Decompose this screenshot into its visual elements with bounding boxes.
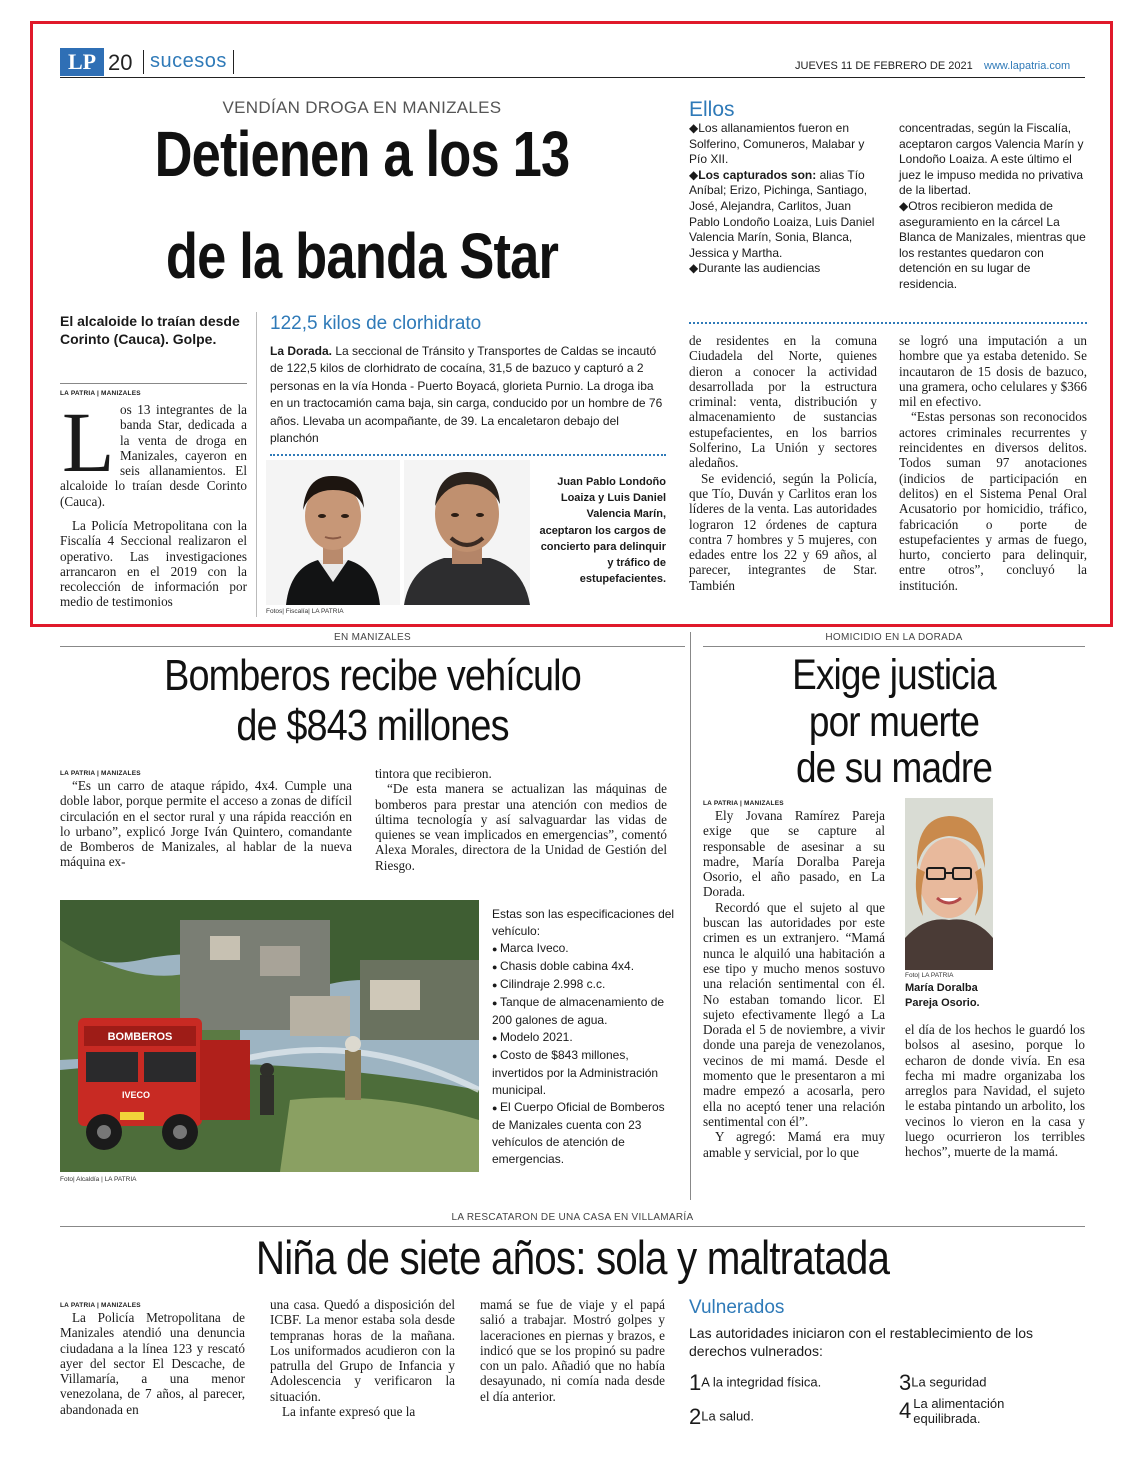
story3-caption: María Doralba Pareja Osorio. [905,982,980,1009]
bullet-icon: ● [492,1033,500,1043]
sidebar-item-1: ◆Los allanamientos fueron en Solferino, Comuneros, Malabar y Pío XII. [689,121,865,167]
story2-byline: LA PATRIA | MANIZALES [60,770,141,777]
spec-item [492,994,677,1029]
story2-col2-text: “De esta manera se actualizan las máquinas de bomberos para prestar una atención con medios de última tecnología y así salvaguardar las vidas de quienes se vean implicados en emergencias”, comentó Alexa Morales, directora de la Unidad de Gestión del Riesgo. [375,781,667,873]
sidebar-col1 [689,121,884,277]
masthead-logo [60,48,104,76]
story4-col1: La Policía Metropolitana de Manizales atendió una denuncia ciudadana a la línea 123 y rescató ayer del sector El Descache, de Villamaría, a una menor venezolana, de 7 años, al parecer, abandonada en [60,1310,245,1417]
sidebar-item-1-text: Los allanamientos fueron en Solferino, Comuneros, Malabar y Pío XII. [689,121,865,167]
story2-specs [492,906,677,1168]
story4-right-4 [899,1396,1084,1426]
sidebar-title: Ellos [689,98,735,121]
bullet-icon: ● [492,1103,500,1113]
story2-col2 [375,766,667,873]
right-3-number: 3 [899,1370,912,1395]
mugshot-valencia [404,460,530,605]
person-photo-1 [266,460,400,605]
right-1-text: A la integridad física. [701,1374,822,1390]
spec-item [492,1047,677,1099]
story4-col2-p1: una casa. Quedó a disposición del ICBF. La menor estaba sola desde tempranas horas de la mañana. Los uniformados acudieron con la patrulla del Grupo de Infancia y Adolescencia y verificaron la situación. [270,1297,455,1404]
story2-col1 [60,778,352,884]
spec-item [492,1099,677,1168]
story1-headline-2: de la banda Star [165,220,559,292]
person-photo-2 [404,460,530,605]
story1-box-body: La seccional de Tránsito y Transportes de Caldas se incautó de 122,5 kilos de clorhidrato de cocaína, 31,5 de bazuco y capturó a 2 personas en la vía Honda - Puerto Boyacá, glorieta Purnio. La droga iba en un tractocamión cama baja, sin carga, conducido por un hombre de 76 años. Llevaba un acompañante, de 39. La encaletaron debajo del planchón [270,344,663,446]
page-number: 20 [108,50,133,75]
header-divider [143,50,144,74]
story3-headline-2: por muerte [808,698,980,746]
spec-item [492,976,677,994]
story3-col2: el día de los hechos le guardó los bolsos al asesino, porque lo echaron de donde vivía. En esa fecha mi madre organizaba los arreglos para Navidad, el sujeto le estaba pintando un arbolito, los vecinos lo vieron en la casa y luego ocurrieron los terribles hechos”, muerte de la mamá. [905,1022,1085,1160]
story2-kicker: EN MANIZALES [334,632,411,643]
story3-top-rule [703,646,1085,647]
story3-byline: LA PATRIA | MANIZALES [703,800,784,807]
right-1-number: 1 [689,1370,702,1395]
spec-text: Chasis doble cabina 4x4. [499,959,635,973]
story1-subhead: El alcaloide lo traían desde Corinto (Cauca). Golpe. [60,313,240,347]
spec-text: Tanque de almacenamiento de 200 galones de agua. [492,995,665,1027]
story2-headline-1: Bomberos recibe vehículo [164,651,581,700]
sidebar-item-2-text: alias Tío Aníbal; Erizo, Pichinga, Santiago, José, Alejandra, Carlitos, Juan Pablo Londoño Loaiza, Luis Daniel Valencia Marín, Sonia, Blanca, Jessica y Martha. [689,167,875,260]
story1-byline: LA PATRIA | MANIZALES [60,390,141,397]
spec-text: El Cuerpo Oficial de Bomberos de Manizales cuenta con 23 vehículos de atención de emergencias. [492,1100,665,1166]
truck-label: BOMBEROS [107,1031,173,1043]
right-2-text: La salud. [701,1408,755,1424]
bullet-icon: ● [492,962,500,972]
story3-photo-credit: Foto| LA PATRIA [905,972,954,979]
spec-text: Modelo 2021. [499,1030,573,1044]
spec-text: Cilindraje 2.998 c.c. [499,977,606,991]
story4-top-rule [60,1226,1085,1227]
story3-headline-3: de su madre [795,744,993,792]
story2-top-rule [60,646,685,647]
story4-box-intro: Las autoridades iniciaron con el restablecimiento de los derechos vulnerados: [689,1325,1033,1359]
story2-headline-2: de $843 millones [236,701,509,750]
spec-item [492,958,677,976]
spec-item [492,1029,677,1047]
story4-col2 [270,1297,455,1419]
sidebar-item-3: ◆Durante las audiencias [689,261,821,276]
story2-col2-lead: tintora que recibieron. [375,766,492,781]
victim-photo [905,798,993,970]
story1-byline-rule [60,383,247,384]
mugshot-londono [266,460,400,605]
sidebar-item-3-text: Durante las audiencias [698,261,821,276]
story1-box-title: 122,5 kilos de clorhidrato [270,313,482,334]
story1-col4-p1: se logró una imputación a un hombre que ya estaba detenido. Se incautaron de 15 dosis de bazuco, una gramera, ocho celulares y $366 mil en efectivo. [899,333,1087,410]
right-2-number: 2 [689,1404,702,1429]
story3-col1-p1: Ely Jovana Ramírez Pareja exige que se capture al responsable de asesinar a su madre, María Doralba Pareja Osorio, el año pasado, en La Dorada. [703,808,885,900]
story1-box-rule [270,454,666,456]
story1-box-text [270,343,666,447]
story1-col-divider [256,312,257,617]
sidebar-rule [689,322,1087,324]
spec-item [492,940,677,958]
firetruck-image [60,900,479,1172]
story3-kicker: HOMICIDIO EN LA DORADA [825,632,963,643]
story4-box-title: Vulnerados [689,1297,785,1318]
sidebar-item-4: ◆Otros recibieron medida de aseguramiento en la cárcel La Blanca de Manizales, mientras que los restantes quedaron con detención en su lugar de residencia. [899,198,1086,291]
bullet-icon: ● [492,980,500,990]
story1-col1-first: os 13 integrantes de la banda Star, dedicada a la venta de droga en Manizales, cayeron en seis allanamientos. El alcaloide lo traían desde Corinto (Cauca). [60,402,247,509]
story4-byline: LA PATRIA | MANIZALES [60,1302,141,1309]
logo-text: LP [67,49,97,74]
right-4-number: 4 [899,1398,912,1423]
story3-col1-p3: Y agregó: Mamá era muy amable y servicial, por lo que [703,1129,885,1160]
spec-text: Costo de $843 millones, invertidos por la Administración municipal. [492,1048,659,1097]
story4-right-1 [689,1370,889,1396]
header-divider-2 [233,50,234,74]
right-4-text: La alimentación equilibrada. [913,1396,1005,1426]
story2-col1-text: “Es un carro de ataque rápido, 4x4. Cumple una doble labor, porque permite el acceso a zonas de difícil circulación en el sector rural y una rápida reacción en lo urbano”, explicó Jorge Iván Quintero, comandante de Bomberos de Manizales, al hablar de la nueva máquina ex- [60,778,352,870]
sidebar-col2-text: concentradas, según la Fiscalía, aceptaron cargos Valencia Marín y Londoño Loaiza. A este último el juez le impuso medida no privativa de la libertad. [899,121,1084,198]
firetruck-photo [60,900,479,1172]
spec-text: Marca Iveco. [499,941,569,955]
story4-col2-p2: La infante expresó que la [282,1404,416,1420]
story1-col1-p2: La Policía Metropolitana con la Fiscalía 4 Seccional realizaron el operativo. Las investigaciones arrancaron en el 2019 con la recolección de información por medio de testimonios [60,518,247,610]
story4-headline: Niña de siete años: sola y maltratada [255,1231,890,1284]
story4-col3: mamá se fue de viaje y el papá salió a trabajar. Mostró golpes y laceraciones en piernas y brazos, e indicó que se los propinó su padre con un palo. Añadió que no había desayunado, ni comía nada desde el día anterior. [480,1297,665,1404]
story4-right-2 [689,1404,889,1430]
story1-photo-credit: Fotos| Fiscalía| LA PATRIA [266,608,344,615]
story1-photo-caption: Juan Pablo Londoño Loaiza y Luis Daniel Valencia Marín, aceptaron los cargos de concierto para delinquir y tráfico de estupefacientes. [539,476,666,586]
story1-col3-p2: Se evidenció, según la Policía, que Tío, Duván y Carlitos eran los líderes de la venta. Las autoridades lograron 12 órdenes de captura contra 7 hombres y 5 mujeres, con edades entre los 22 y 69 años, al parecer, integrantes de Star. También [689,470,877,593]
story3-col1 [703,808,885,1160]
story1-box-lead: La Dorada. [270,344,333,358]
bullet-icon: ● [492,1051,500,1061]
section-name: sucesos [150,50,227,72]
victim-image [905,798,993,970]
story3-headline-1: Exige justicia [792,651,996,699]
story4-kicker: LA RESCATARON DE UNA CASA EN VILLAMARÍA [451,1212,694,1223]
issue-date: JUEVES 11 DE FEBRERO DE 2021 [795,60,973,72]
story3-col1-p2: Recordó que el sujeto al que buscan las autoridades por este crimen es un extranjero. “Mamá nunca le alquiló una habitación a ese tipo y mucho menos sostuvo una relación sentimental con él. No estaban tomando licor. El sujeto efectivamente llegó a La Dorada el 5 de noviembre, a vivir donde una pareja de venezolanos, vecinos de mi mamá. Desde el momento que le presentaron a mi madre empezó a acosarla, pero ella no aceptó tener una relación sentimental con él”. [703,899,885,1129]
story1-kicker: VENDÍAN DROGA EN MANIZALES [222,98,502,117]
header-rule [60,77,1085,78]
right-3-text: La seguridad [911,1374,987,1390]
sidebar-col2 [899,121,1087,293]
sidebar-item-4-text: Otros recibieron medida de aseguramiento en la cárcel La Blanca de Manizales, mientras que los restantes quedaron con detención en su lugar de residencia. [899,198,1086,291]
sidebar-item-2: ◆Los capturados son: alias Tío Aníbal; Erizo, Pichinga, Santiago, José, Alejandra, Carlitos, Juan Pablo Londoño Loaiza, Luis Daniel Valencia Marín, Sonia, Blanca, Jessica y Martha. [689,167,875,260]
story2-spec-intro: Estas son las especificaciones del vehículo: [492,907,675,938]
bullet-icon: ● [492,944,500,954]
story2-spec-list [492,940,677,1168]
story1-col3 [689,333,877,593]
truck-brand: IVECO [122,1090,151,1100]
sidebar-item-2-label: Los capturados son: [698,167,817,182]
story3-col-divider [690,632,691,1200]
story2-photo-credit: Foto| Alcaldía | LA PATRIA [60,1176,137,1183]
story1-col3-p1: de residentes en la comuna Ciudadela del Norte, quienes dieron a conocer la actividad desarrollada por la estructura criminal: venta, distribución y almacenamiento de sustancias estupefacientes, en los barrios Solferino, La Unión y sectores aledaños. [689,333,877,471]
bullet-icon: ● [492,998,500,1008]
story4-right-3 [899,1370,1084,1396]
story1-col4 [899,333,1087,593]
site-link[interactable]: www.lapatria.com [984,60,1071,72]
story1-headline-1: Detienen a los 13 [154,118,570,190]
story1-col4-p2: “Estas personas son reconocidos actores criminales recurrentes y reincidentes en diversos delitos. Todos suman 97 anotaciones (indicios de participación en delitos) en el Sistema Penal Oral Acusatorio por homicidio, tráfico, fabricación o porte de estupefacientes y armas de fuego, hurto, concierto para delinquir, entre otros”, concluyó la institución. [899,409,1087,593]
story1-dropcap: L [62,394,115,490]
